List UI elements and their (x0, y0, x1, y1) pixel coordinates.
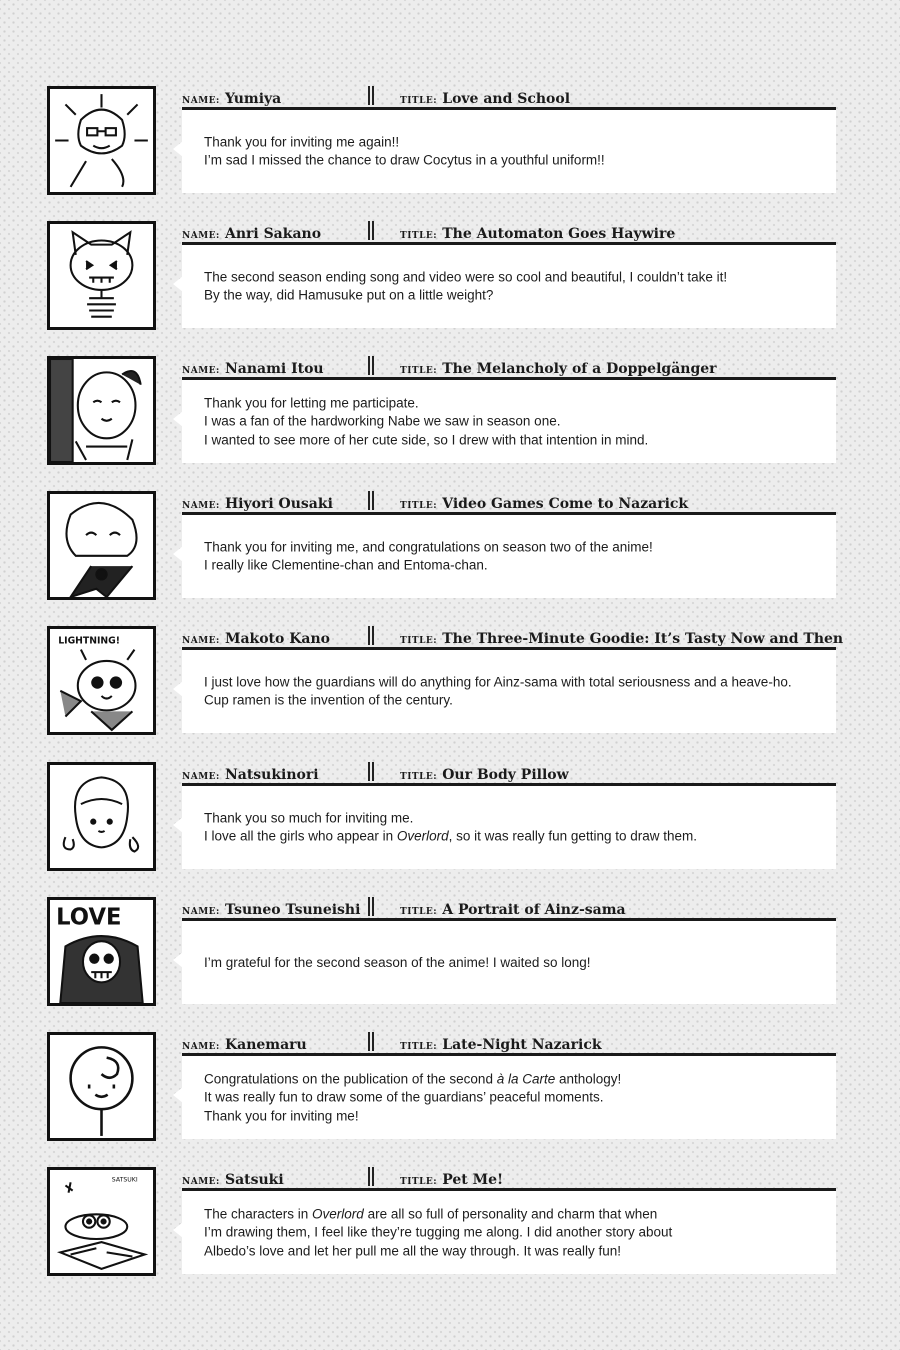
skeleton-cat-icon (47, 221, 156, 330)
name-field (182, 358, 324, 377)
title-label: TITLE: (400, 366, 438, 376)
name-label: NAME: (182, 907, 220, 917)
anime-girl-icon (47, 491, 156, 600)
comment-line: Thank you for letting me participate. (204, 394, 419, 410)
contributor-entry-9 (0, 1167, 900, 1279)
story-title: Love and School (442, 91, 571, 107)
header-separator (368, 221, 374, 240)
comment-box (182, 1191, 836, 1274)
comment-box (182, 1056, 836, 1139)
entry-header (182, 1032, 836, 1053)
comment-box (182, 110, 836, 193)
entry-header (182, 762, 836, 783)
comment-box (182, 650, 836, 733)
header-separator (368, 1032, 374, 1051)
comment-line: The characters in Overlord are all so full of personality and charm that when (204, 1205, 658, 1221)
contributor-name: Hiyori Ousaki (224, 496, 333, 512)
comment-line: I wanted to see more of her cute side, so I drew with that intention in mind. (204, 431, 649, 447)
comment-text (204, 394, 822, 450)
name-label: NAME: (182, 501, 220, 511)
comment-line: It was really fun to draw some of the guardians’ peaceful moments. (204, 1089, 604, 1105)
name-label: NAME: (182, 96, 220, 106)
sketch-self-portrait-icon (47, 86, 156, 195)
name-field (182, 628, 330, 647)
skull-love-icon (47, 897, 156, 1006)
name-field (182, 1034, 307, 1053)
story-title: Pet Me! (442, 1172, 504, 1188)
comment-line: By the way, did Hamusuke put on a little weight? (204, 287, 494, 303)
title-field (400, 899, 626, 918)
contributor-name: Yumiya (224, 91, 282, 107)
comment-text (204, 809, 822, 846)
contributor-name: Nanami Itou (224, 361, 324, 377)
comment-line: I love all the girls who appear in Overlord, so it was really fun getting to draw them. (204, 828, 697, 844)
name-field (182, 223, 321, 242)
header-separator (368, 762, 374, 781)
contributor-entry-4 (0, 491, 900, 603)
contributor-entry-8 (0, 1032, 900, 1144)
avatar-caption: SATSUKI (111, 1176, 138, 1184)
horned-character-icon (47, 356, 156, 465)
name-field (182, 764, 319, 783)
title-label: TITLE: (400, 907, 438, 917)
title-label: TITLE: (400, 501, 438, 511)
comment-box (182, 380, 836, 463)
title-label: TITLE: (400, 772, 438, 782)
name-label: NAME: (182, 636, 220, 646)
name-field (182, 899, 360, 918)
contributor-entry-1 (0, 86, 900, 198)
contributor-name: Anri Sakano (224, 226, 322, 242)
comment-line: The second season ending song and video were so cool and beautiful, I couldn’t take it! (204, 269, 728, 284)
bug-reading-icon (47, 1167, 156, 1276)
contributor-name: Satsuki (224, 1172, 284, 1188)
entry-header (182, 1167, 836, 1188)
contributor-name: Natsukinori (224, 767, 319, 783)
name-label: NAME: (182, 1042, 220, 1052)
contributor-name: Makoto Kano (224, 631, 330, 647)
lollipop-face-icon (47, 1032, 156, 1141)
comment-line: Thank you for inviting me! (204, 1107, 359, 1123)
contributor-name: Kanemaru (224, 1037, 307, 1053)
header-separator (368, 356, 374, 375)
title-field (400, 493, 688, 512)
story-title: Our Body Pillow (442, 767, 569, 783)
comment-line: Cup ramen is the invention of the century. (204, 692, 453, 708)
story-title: The Automaton Goes Haywire (442, 226, 676, 242)
title-label: TITLE: (400, 96, 438, 106)
title-field (400, 764, 569, 783)
name-label: NAME: (182, 231, 220, 241)
comment-text (204, 673, 822, 710)
comment-box (182, 921, 836, 1004)
comment-text (204, 1205, 822, 1261)
header-separator (368, 897, 374, 916)
comment-text (204, 133, 822, 170)
comment-line: I’m drawing them, I feel like they’re tugging me along. I did another story about (204, 1224, 673, 1240)
header-separator (368, 626, 374, 645)
title-label: TITLE: (400, 231, 438, 241)
comment-line: Thank you for inviting me again!! (204, 134, 400, 149)
title-label: TITLE: (400, 1177, 438, 1187)
entry-header (182, 897, 836, 918)
comment-text (204, 953, 822, 972)
header-separator (368, 1167, 374, 1186)
story-title: Late-Night Nazarick (442, 1037, 602, 1053)
comment-box (182, 515, 836, 598)
contributor-entry-3 (0, 356, 900, 468)
name-label: NAME: (182, 366, 220, 376)
comment-line: I’m sad I missed the chance to draw Cocytus in a youthful uniform!! (204, 152, 605, 168)
title-label: TITLE: (400, 636, 438, 646)
comment-box (182, 245, 836, 328)
contributor-name: Tsuneo Tsuneishi (224, 902, 361, 918)
contributor-entry-2 (0, 221, 900, 333)
story-title: A Portrait of Ainz-sama (442, 902, 626, 918)
title-field (400, 1034, 602, 1053)
name-field (182, 493, 333, 512)
avatar-caption: LIGHTNING! (58, 635, 120, 647)
contributor-entry-6 (0, 762, 900, 874)
name-field (182, 88, 281, 107)
comment-line: Albedo’s love and let her pull me all the way through. It was really fun! (204, 1242, 621, 1258)
name-label: NAME: (182, 1177, 220, 1187)
title-field (400, 358, 717, 377)
comment-line: I just love how the guardians will do anything for Ainz-sama with total seriousness and a heave-ho. (204, 674, 792, 689)
header-separator (368, 86, 374, 105)
title-label: TITLE: (400, 1042, 438, 1052)
comment-line: I really like Clementine-chan and Entoma-chan. (204, 557, 488, 573)
title-field (400, 88, 570, 107)
header-separator (368, 491, 374, 510)
contributor-entry-5 (0, 626, 900, 738)
name-field (182, 1169, 284, 1188)
avatar-caption: LOVE (56, 904, 122, 931)
comment-text (204, 268, 822, 305)
title-field (400, 628, 843, 647)
story-title: The Three-Minute Goodie: It’s Tasty Now and Then (442, 631, 844, 647)
entry-header (182, 626, 844, 647)
simple-face-icon (47, 762, 156, 871)
comment-text (204, 538, 822, 575)
name-label: NAME: (182, 772, 220, 782)
comment-line: Thank you for inviting me, and congratulations on season two of the anime! (204, 539, 653, 554)
comment-text (204, 1070, 822, 1126)
comment-line: I’m grateful for the second season of the anime! I waited so long! (204, 954, 591, 970)
comment-line: Congratulations on the publication of the second à la Carte anthology! (204, 1070, 622, 1086)
lightning-chibi-icon (47, 626, 156, 735)
story-title: Video Games Come to Nazarick (442, 496, 689, 512)
title-field (400, 1169, 503, 1188)
entry-header (182, 86, 836, 107)
entry-header (182, 491, 836, 512)
entry-header (182, 356, 836, 377)
entry-header (182, 221, 836, 242)
comment-line: I was a fan of the hardworking Nabe we saw in season one. (204, 413, 561, 429)
comment-box (182, 786, 836, 869)
title-field (400, 223, 675, 242)
story-title: The Melancholy of a Doppelgänger (442, 361, 717, 377)
contributor-entry-7 (0, 897, 900, 1009)
comment-line: Thank you so much for inviting me. (204, 810, 414, 825)
